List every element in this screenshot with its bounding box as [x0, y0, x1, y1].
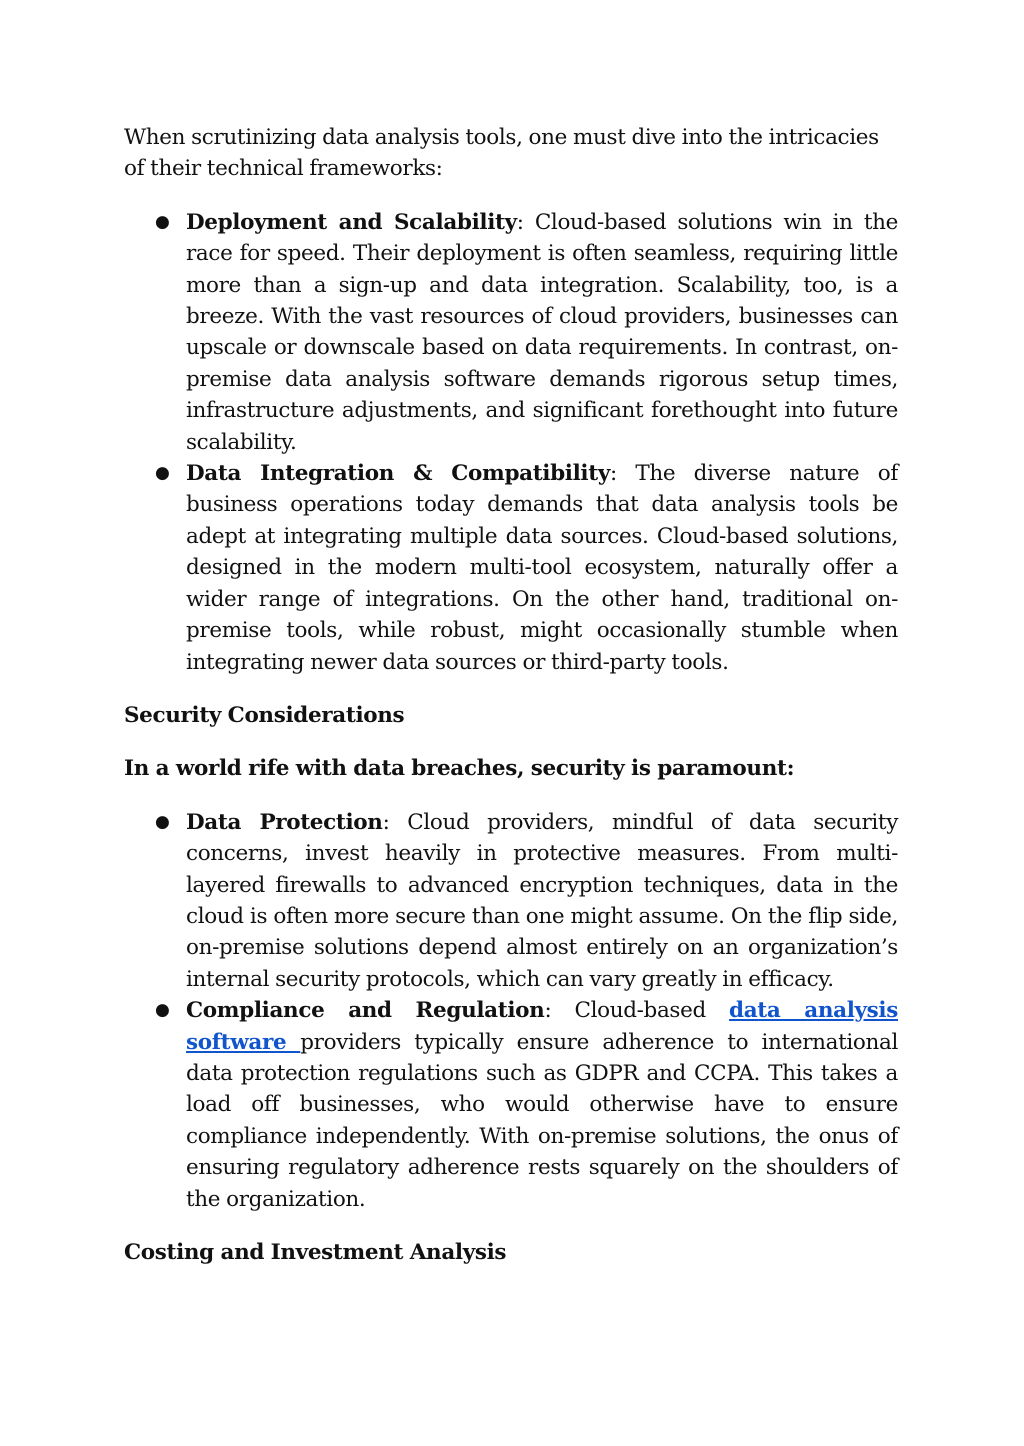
bullet-separator: : — [544, 998, 552, 1024]
bullet-text-after-link: providers typically ensure adherence to international data protection regulations such as GDPR and CCPA. This takes a load off businesses, who would otherwise have to ensure compliance independently. With on-premise solutions, the onus of ensuring regulatory adherence rests squarely on the shoulders of the organization. — [186, 1029, 898, 1212]
intro-paragraph: When scrutinizing data analysis tools, one must dive into the intricacies of their technical frameworks: — [124, 125, 879, 182]
bullet-icon: ● — [155, 1000, 170, 1021]
technical-frameworks-list — [124, 207, 898, 678]
bullet-text-before-link: Cloud-based — [551, 998, 730, 1024]
security-list — [124, 807, 898, 1215]
list-item-compliance — [155, 995, 899, 1215]
bullet-icon: ● — [155, 211, 170, 232]
list-item-data-integration — [155, 458, 898, 678]
document-body — [124, 122, 898, 1268]
bullet-separator: : — [609, 461, 617, 487]
bullet-text: The diverse nature of business operations today demands that data analysis tools be adept at integrating multiple data sources. Cloud-based solutions, designed in the modern multi-tool ecosystem, naturally offer a wider range of integrations. On the other hand, traditional on-premise tools, while robust, might occasionally stumble when integrating newer data sources or third-party tools. — [186, 461, 898, 675]
costing-heading: Costing and Investment Analysis — [124, 1240, 507, 1265]
bullet-term: Compliance and Regulation — [186, 998, 545, 1024]
bullet-text: Cloud-based solutions win in the race for speed. Their deployment is often seamless, requiring little more than a sign-up and data integration. Scalability, too, is a breeze. With the vast resources of cloud providers, businesses can upscale or downscale based on data requirements. In contrast, on-premise data analysis software demands rigorous setup times, infrastructure adjustments, and significant forethought into future scalability. — [186, 209, 898, 455]
list-item-data-protection — [155, 807, 899, 995]
security-intro: In a world rife with data breaches, security is paramount: — [124, 756, 795, 782]
data-analysis-software-link[interactable]: data analysis software — [186, 998, 899, 1055]
bullet-icon: ● — [155, 811, 170, 832]
bullet-separator: : — [516, 209, 524, 235]
bullet-text: Cloud providers, mindful of data security concerns, invest heavily in protective measures. From multi-layered firewalls to advanced encryption techniques, data in the cloud is often more secure than one might assume. On the flip side, on-premise solutions depend almost entirely on an organization’s internal security protocols, which can vary greatly in efficacy. — [186, 809, 899, 992]
security-heading: Security Considerations — [124, 702, 405, 728]
list-item-deployment-scalability — [155, 207, 898, 458]
bullet-separator: : — [382, 809, 390, 835]
bullet-term: Data Integration & Compatibility — [186, 461, 610, 487]
bullet-term: Data Protection — [186, 809, 383, 835]
bullet-term: Deployment and Scalability — [186, 209, 517, 235]
bullet-icon: ● — [155, 463, 170, 484]
